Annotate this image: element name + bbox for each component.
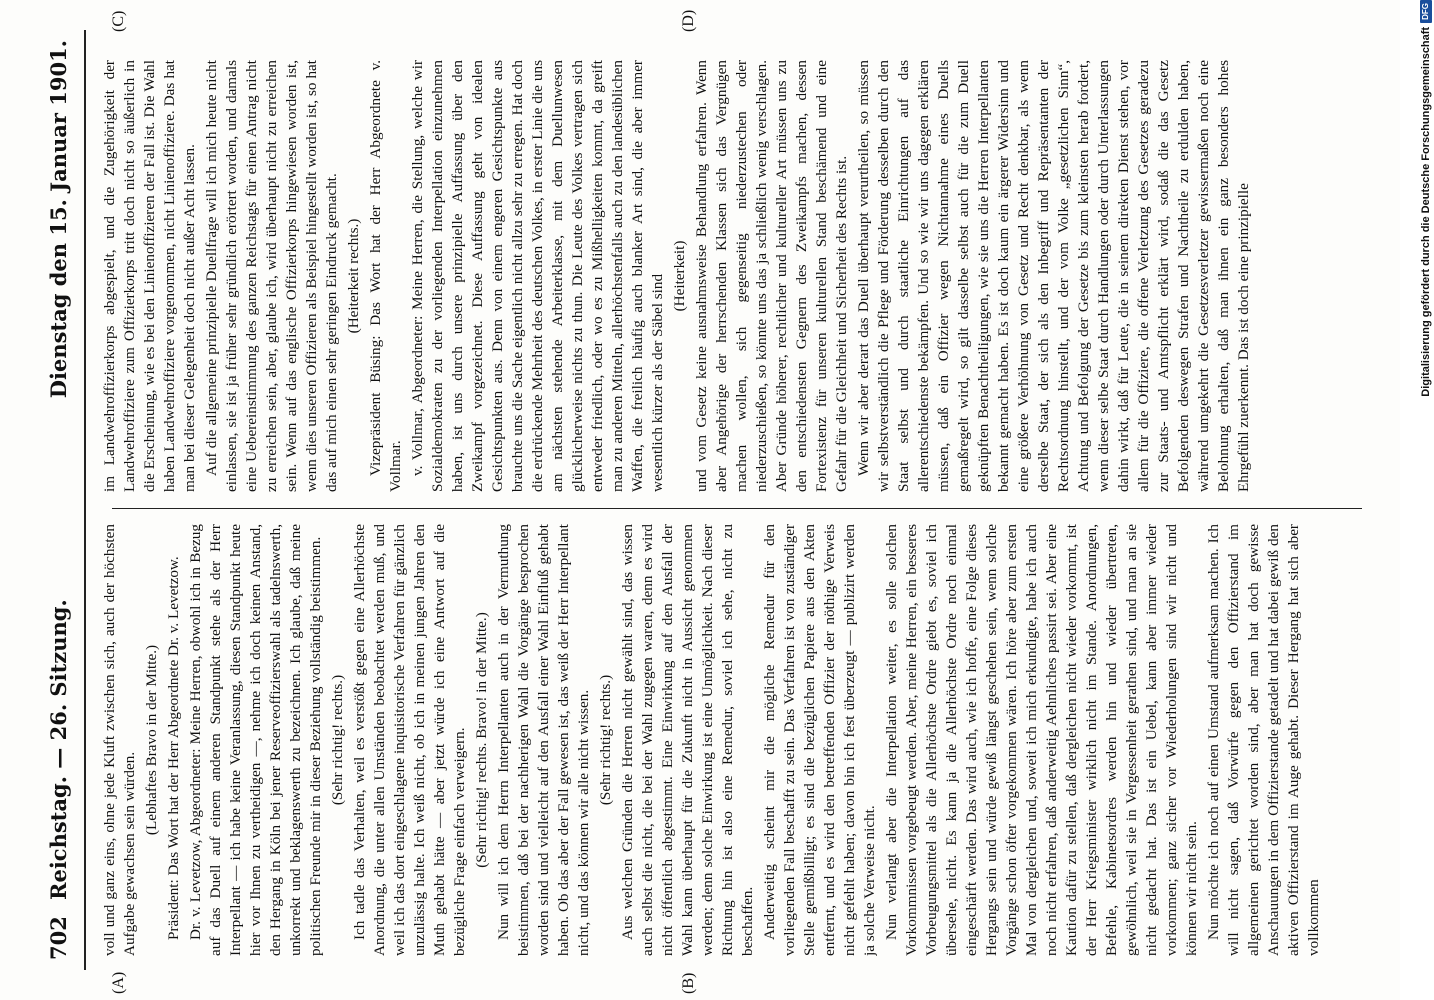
interjection: (Sehr richtig! rechts. Bravo! in der Mitte.) xyxy=(473,612,490,868)
paragraph: Nun verlangt aber die Interpellation weiter, es solle solchen Vorkommnissen vorgebeugt werden. Aber, meine Herren, ein besseres Vorbeugungsmittel als die Allerhöchste Ordre giebt es, soviel ich übersehe, nicht. Es kann ja die Allerhöchste Ordre noch einmal eingeschärft werden. Das wird auch, wie ich hoffe, eine Folge dieses Hergangs sein und würde gewiß längst geschehen sein, wenn solche Vorgänge schon öfter vorgekommen wären. Ich höre aber zum ersten Mal von dergleichen und, soweit ich mich erkundigte, habe ich auch noch nicht erfahren, daß anderweitig Aehnliches passirt sei. Aber eine Kaution dafür zu stellen, daß dergleichen nicht wieder vorkommt, ist der Herr Kriegsminister wirklich nicht im Stande. Anordnungen, Befehle, Kabinetsordres werden hin und wieder übertreten, gewöhnlich, weil sie in Vergessenheit gerathen sind, und man an sie nicht gedacht hat. Das ist ein Uebel, kann aber immer wieder vorkommen; ganz sicher vor Wiederholungen sind wir nicht und können wir nicht sein. xyxy=(883,524,1200,956)
right-column xyxy=(100,60,1355,492)
paragraph: im Landwehroffizierkorps abgespielt, und die Zugehörigkeit der Landwehroffiziere zum Offizierkorps tritt doch nicht so äußerlich in die Erscheinung, wie es bei den Linienoffizieren der Fall ist. Die Wahl haben Landwehroffiziere vorgenommen, nicht Linienoffiziere. Das hat man bei dieser Gelegenheit doch nicht außer Acht lassen. xyxy=(101,60,198,492)
speaker-paragraph: Vizepräsident Büsing: Das Wort hat der Herr Abgeordnete v. Vollmar. xyxy=(367,60,404,492)
paragraph: Nun will ich dem Herrn Interpellanten auch in der Vermuthung beistimmen, daß bei der nachherigen Wahl die Vorgänge besprochen worden sind und vielleicht auf den Ausfall einer Wahl Einfluß gehabt haben. Ob das aber der Fall gewesen ist, das weiß der Herr Interpellant nicht, und das können wir alle nicht wissen. xyxy=(495,524,592,956)
credit-line xyxy=(1418,0,1434,1000)
page-number: 702 xyxy=(46,916,71,960)
paragraph: Ich tadle das Verhalten, weil es verstößt gegen eine Allerhöchste Anordnung, die unter allen Umständen beobachtet werden muß, und weil ich das dort eingeschlagene inquisitorische Verfahren für gänzlich unzulässig halte. Ich weiß nicht, ob ich in meinen jungen Jahren den Muth gehabt hätte — aber jetzt würde ich eine Antwort auf die bezügliche Frage einfach verweigern. xyxy=(351,524,468,956)
interjection: (Heiterkeit) xyxy=(671,240,688,312)
paragraph: Nun möchte ich noch auf einen Umstand aufmerksam machen. Ich will nicht sagen, daß Vorwürfe gegen den Offizierstand im allgemeinen gerichtet worden sind, aber man hat doch gewisse Anschauungen in dem Offizierstande getadelt und hat dabei gewiß den aktiven Offizierstand im Auge gehabt. Dieser Hergang hat sich aber vollkommen xyxy=(1205,524,1322,956)
margin-mark-c: (C) xyxy=(110,10,127,32)
paragraph: und vom Gesetz keine ausnahmsweise Behandlung erfahren. Wenn aber Angehörige der herrschenden Klassen sich das Vergnügen machen wollen, sich gegenseitig niederzustechen oder niederzuschießen, so könnte uns das ja schließlich wenig verschlagen. Aber Gründe höherer, rechtlicher und kultureller Art müssen uns zu den entschiedensten Gegnern des Zweikampfs machen, dessen Fortexistenz für unseren kulturellen Stand beschämend und eine Gefahr für die Gleichheit und Sicherheit des Rechts ist. xyxy=(693,60,850,492)
paragraph: Anderweitig scheint mir die mögliche Remedur für den vorliegenden Fall beschafft zu sein. Das Verfahren ist von zuständiger Stelle gemißbilligt; es sind die bezüglichen Papiere aus den Akten entfernt, und es wird den betreffenden Offizier der nöthige Verweis nicht gefehlt haben; davon bin ich fest überzeugt — publizirt werden ja solche Verweise nicht. xyxy=(761,524,878,956)
speaker-paragraph: Präsident: Das Wort hat der Herr Abgeordnete Dr. v. Levetzow. xyxy=(165,556,182,940)
interjection: (Sehr richtig! rechts.) xyxy=(329,674,346,806)
speaker-paragraph: v. Vollmar, Abgeordneter: Meine Herren, die Stellung, welche wir Sozialdemokraten zu der vorliegenden Interpellation einzunehmen haben, ist uns durch unsere prinzipielle Auffassung über den Zweikampf vorgezeichnet. Diese Auffassung geht von idealen Gesichtspunkten aus. Denn von einem engeren Gesichtspunkte aus brauchte uns die Sache eigentlich nicht allzu sehr zu erregen. Hat doch die erdrückende Mehrheit des deutschen Volkes, in erster Linie die uns am nächsten stehende Arbeiterklasse, mit dem Duellunwesen glücklicherweise nichts zu thun. Die Leute des Volkes vertragen sich entweder friedlich, oder wo es zu Mißhelligkeiten kommt, da greift man zu anderen Mitteln, allerhöchstenfalls auch zu den landesüblichen Waffen, die freilich häufig auch blanker Art sind, die aber immer wesentlich kürzer als der Säbel sind xyxy=(409,60,666,492)
interjection: (Lebhaftes Bravo in der Mitte.) xyxy=(143,644,160,836)
interjection: (Sehr richtig! rechts.) xyxy=(597,674,614,806)
session-date: Dienstag den 15. Januar 1901. xyxy=(46,40,71,399)
margin-mark-b: (B) xyxy=(680,972,697,994)
session-title: Reichstag. — 26. Sitzung. xyxy=(46,599,71,900)
dfg-logo: DFG xyxy=(1420,0,1432,23)
page-header xyxy=(46,40,86,960)
speaker-paragraph: Dr. v. Levetzow, Abgeordneter: Meine Herren, obwohl ich in Bezug auf das Duell auf einem anderen Standpunkt stehe als der Herr Interpellant — ich habe keine Veranlassung, diesen Standpunkt heute hier vor Ihnen zu vertheidigen —, nehme ich doch keinen Anstand, den Hergang in Köln bei jener Reserveoffizierswahl als tadelnswerth, unkorrekt und beklagenswerth zu bezeichnen. Ich glaube, daß meine politischen Freunde mir in dieser Beziehung vollständig beistimmen. xyxy=(187,524,324,956)
left-column xyxy=(100,524,1355,956)
credit-strip xyxy=(1418,0,1434,1000)
paragraph: Wenn wir aber derart das Duell überhaupt verurtheilen, so müssen wir selbstverständlich die Pflege und Förderung desselben durch den Staat selbst und durch staatliche Einrichtungen auf das allerentschiedenste bekämpfen. Und so wie wir uns dagegen erklären müssen, daß ein Offizier wegen Nichtannahme eines Duells gemaßregelt wird, so gilt dasselbe selbst auch für die zum Duell geknüpften Benachtheiligungen, wie sie uns die Herren Interpellanten bekannt gemacht haben. Es ist doch kaum ein ärgerer Widersinn und eine größere Verhöhnung von Gesetz und Recht denkbar, als wenn derselbe Staat, der sich als den Inbegriff und Repräsentanten der Rechtsordnung hinstellt, und der vom Volke „gesetzlichen Sinn“, Achtung und Befolgung der Gesetze bis zum kleinsten herab fordert, wenn dieser selbe Staat durch Handlungen oder durch Unterlassungen dahin wirkt, daß für Leute, die in seinem direkten Dienst stehen, vor allem für die Offiziere, die offene Verletzung des Gesetzes geradezu zur Staats- und Amtspflicht erklärt wird, sodaß die das Gesetz Befolgenden deswegen Strafen und Nachtheile zu erdulden haben, während umgekehrt die Gesetzesverletzer gewissermaßen noch eine Belohnung erhalten, daß man ihnen ein ganz besonders hohes Ehrgefühl zuerkennt. Das ist doch eine prinzipielle xyxy=(855,60,1252,492)
column-divider xyxy=(112,508,1362,509)
margin-mark-d: (D) xyxy=(680,9,697,32)
paragraph: voll und ganz eins, ohne jede Kluft zwischen sich, auch der höchsten Aufgabe gewachsen sein würden. xyxy=(101,524,138,956)
header-rule xyxy=(84,30,86,970)
paragraph: Auf die allgemeine prinzipielle Duellfrage will ich mich heute nicht einlassen, sie ist ja früher sehr gründlich erörtert worden, und damals eine Uebereinstimmung des ganzen Reichstags für einen Antrag nicht zu erreichen sein, aber, glaube ich, wird überhaupt nicht zu erreichen sein. Wenn auf das englische Offizierkorps hingewiesen worden ist, wenn dies unseren Offizieren als Beispiel hingestellt worden ist, so hat das auf mich einen sehr geringen Eindruck gemacht. xyxy=(203,60,340,492)
paragraph: Aus welchen Gründen die Herren nicht gewählt sind, das wissen auch selbst die nicht, die bei der Wahl zugegen waren, denn es wird nicht öffentlich abgestimmt. Eine Einwirkung auf den Ausfall der Wahl kann überhaupt für die Zukunft nicht in Aussicht genommen werden; denn solche Einwirkung ist eine Unmöglichkeit. Nach dieser Richtung hin ist also eine Remedur, soviel ich sehe, nicht zu beschaffen. xyxy=(619,524,756,956)
margin-mark-a: (A) xyxy=(110,971,127,994)
interjection: (Heiterkeit rechts.) xyxy=(345,218,362,334)
credit-text: Digitalisierung gefördert durch die Deutsche Forschungsgemeinschaft xyxy=(1420,26,1432,397)
